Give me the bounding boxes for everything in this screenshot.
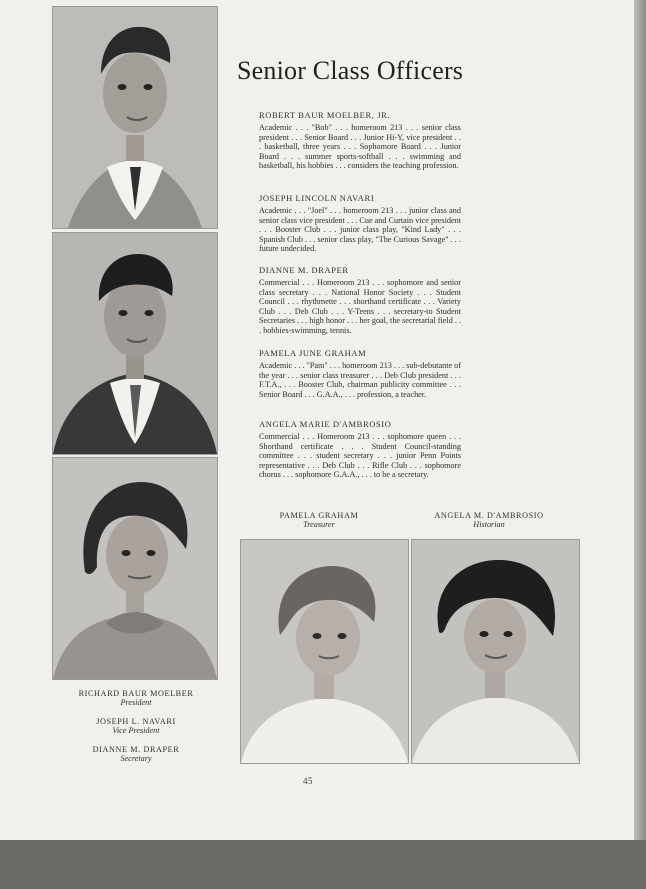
bio-text: Commercial . . . Homeroom 213 . . . sophomore and senior class secretary . . . National Honor Society . . . Student Council . . . rhythmette . . . shorthand certificate . . . Variety Club . . . Deb Club . . . Y-Teens . . . secretary-to Student Secretaries . . . high honor . . . her goal, the secretarial field . . . hobbies-swimming, tennis. xyxy=(259,277,461,335)
caption-name: JOSEPH L. NAVARI xyxy=(96,717,176,726)
portrait-dambrosio xyxy=(411,539,580,764)
portrait-graham xyxy=(240,539,409,764)
caption-name: PAMELA GRAHAM xyxy=(279,511,359,520)
portrait-moelber xyxy=(52,6,218,229)
bio-text: Academic . . . "Bob" . . . homeroom 213 . . . senior class president . . . Senior Board . . . Junior Hi-Y, vice president . . . basketball, three years . . . Sophomore Board . . . Junior Board . . . summer sports-softball . . . swimming and basketball, his hobbies . . . considers the teaching profession. xyxy=(259,122,461,171)
caption-dambrosio xyxy=(399,512,579,529)
caption-navari xyxy=(46,718,226,735)
portrait-draper xyxy=(52,457,218,680)
bio-text: Academic . . . "Joel" . . . homeroom 213 . . . junior class and senior class vice president . . . Cue and Curtain vice president . . . Booster Club . . . junior class play, "Kind Lady" . . . Spanish Club . . . senior class play, "The Curious Savage" . . . future undecided. xyxy=(259,205,461,254)
caption-name: ANGELA M. D'AMBROSIO xyxy=(434,511,544,520)
portrait-moelber-image xyxy=(53,7,217,228)
page-title: Senior Class Officers xyxy=(237,56,464,85)
caption-role: Treasurer xyxy=(303,519,335,529)
bio-text: Academic . . . "Pam" . . . homeroom 213 . . . sub-debutante of the year . . . senior class treasurer . . . Deb Club president . . . F.T.A., . . . Booster Club, chairman publicity committee . . . Senior Board . . . G.A.A., . . . profession, a teacher. xyxy=(259,360,462,399)
portrait-navari-image xyxy=(53,233,217,454)
bio-name: ROBERT BAUR MOELBER, JR. xyxy=(259,110,391,120)
portrait-dambrosio-image xyxy=(412,540,579,763)
portrait-graham-image xyxy=(241,540,408,763)
caption-graham xyxy=(229,512,409,529)
caption-role: Secretary xyxy=(120,753,152,763)
caption-role: Vice President xyxy=(112,725,160,735)
bio-dambrosio xyxy=(259,420,461,480)
caption-draper xyxy=(46,746,226,763)
bio-name: JOSEPH LINCOLN NAVARI xyxy=(259,193,375,203)
page-number: 45 xyxy=(303,776,313,786)
portrait-draper-image xyxy=(53,458,217,679)
bio-moelber xyxy=(259,111,461,171)
bio-graham xyxy=(259,349,461,399)
bio-draper xyxy=(259,266,461,336)
caption-name: RICHARD BAUR MOELBER xyxy=(78,689,194,698)
scan-background xyxy=(0,840,646,889)
caption-role: Historian xyxy=(473,519,505,529)
caption-name: DIANNE M. DRAPER xyxy=(92,745,180,754)
portrait-navari xyxy=(52,232,218,455)
bio-navari xyxy=(259,194,461,254)
caption-moelber xyxy=(46,690,226,707)
bio-name: ANGELA MARIE D'AMBROSIO xyxy=(259,419,392,429)
bio-name: DIANNE M. DRAPER xyxy=(259,265,349,275)
bio-name: PAMELA JUNE GRAHAM xyxy=(259,348,367,358)
bio-text: Commercial . . . Homeroom 213 . . . sophomore queen . . . Shorthand certificate . . . Student Council-standing committee . . . student secretary . . . junior Penn Points representative . . . Deb Club . . . Rifle Club . . . sophomore chorus . . . sophomore G.A.A., . . . to be a secretary. xyxy=(259,431,461,480)
caption-role: President xyxy=(120,697,152,707)
page-edge xyxy=(634,0,646,840)
